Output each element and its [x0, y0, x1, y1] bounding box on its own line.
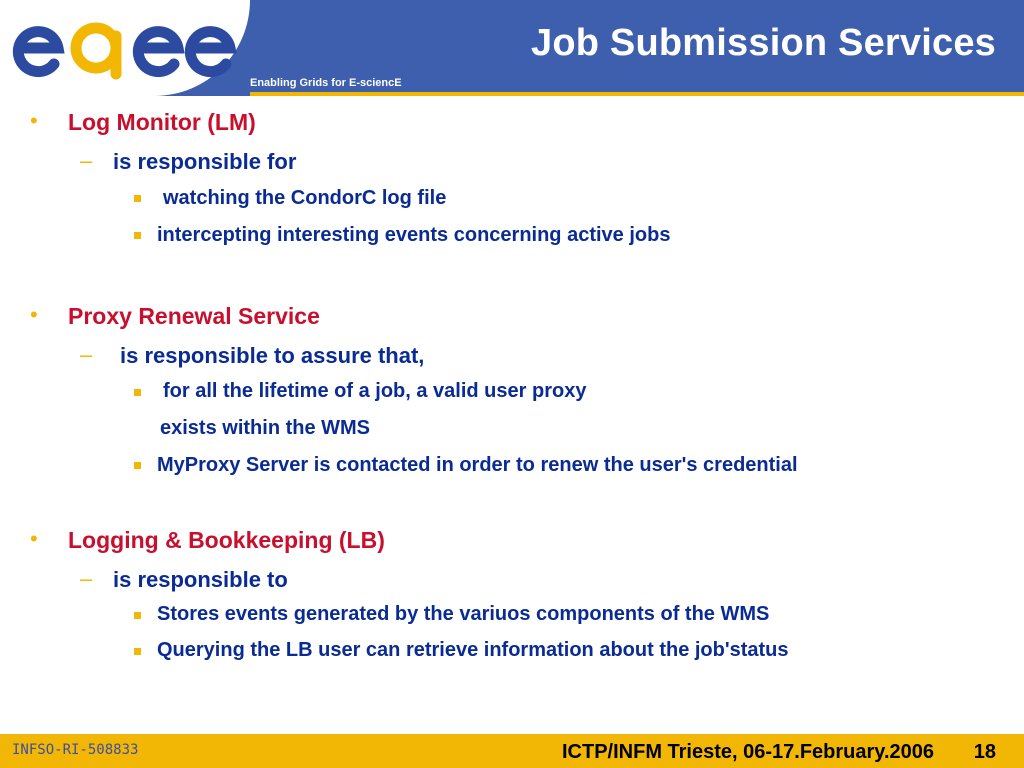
bullet-dot-icon: •: [30, 108, 38, 133]
section-subheading: is responsible to assure that,: [120, 343, 425, 368]
section-item: MyProxy Server is contacted in order to renew the user's credential: [157, 454, 798, 476]
logo-panel: [0, 0, 250, 96]
bullet-dash-icon: –: [80, 342, 93, 367]
section-item-continuation: exists within the WMS: [160, 417, 371, 439]
bullet-square-icon: [134, 612, 141, 619]
section-heading: Log Monitor (LM): [68, 109, 256, 135]
bullet-dash-icon: –: [80, 566, 93, 591]
slide-footer: [0, 734, 1024, 768]
bullet-square-icon: [134, 232, 141, 239]
bullet-square-icon: [134, 462, 141, 469]
slide-header: [0, 0, 1024, 96]
bullet-square-icon: [134, 389, 141, 396]
section-item: intercepting interesting events concerning active jobs: [157, 224, 671, 246]
page-number: 18: [973, 741, 996, 763]
bullet-square-icon: [134, 648, 141, 655]
bullet-dot-icon: •: [30, 302, 38, 327]
section-subheading: is responsible to: [113, 567, 288, 592]
footer-event: ICTP/INFM Trieste, 06-17.February.2006: [561, 741, 934, 763]
section-item: Stores events generated by the variuos components of the WMS: [157, 603, 770, 625]
bullet-dash-icon: –: [80, 148, 93, 173]
bullet-square-icon: [134, 195, 141, 202]
header-rule: [250, 92, 1024, 96]
section-heading: Logging & Bookkeeping (LB): [68, 527, 385, 553]
egee-logo: [10, 12, 240, 82]
slide-title: Job Submission Services: [531, 22, 996, 64]
footer-project-id: INFSO-RI-508833: [12, 742, 139, 758]
bullet-dot-icon: •: [30, 526, 38, 551]
section-item: watching the CondorC log file: [163, 187, 447, 209]
section-item: for all the lifetime of a job, a valid user proxy: [163, 380, 587, 402]
section-subheading: is responsible for: [113, 149, 297, 174]
section-item: Querying the LB user can retrieve information about the job'status: [157, 639, 789, 661]
section-heading: Proxy Renewal Service: [68, 303, 320, 329]
tagline: Enabling Grids for E-sciencE: [250, 77, 402, 89]
